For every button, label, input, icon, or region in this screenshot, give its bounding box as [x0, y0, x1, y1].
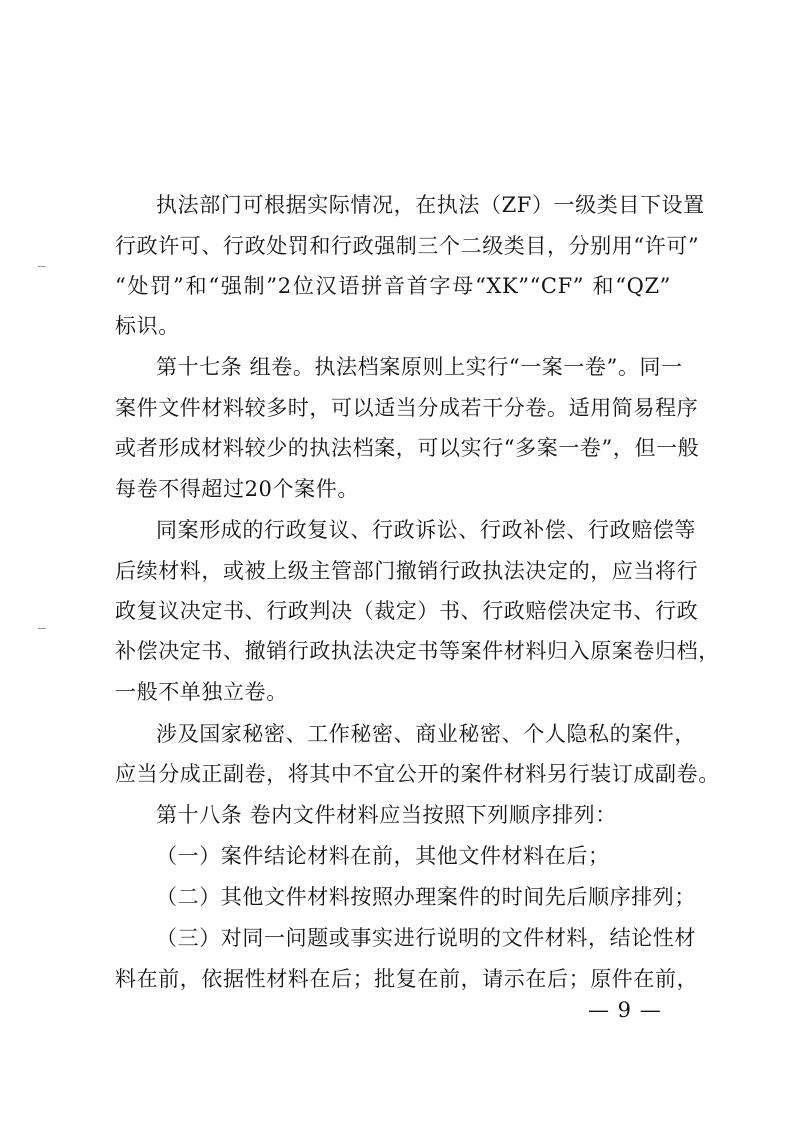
paragraph-8-line-2: 料在前，依据性材料在后；批复在前，请示在后；原件在前，: [115, 967, 699, 991]
paragraph-5-line-1: 第十八条 卷内文件材料应当按照下列顺序排列：: [156, 803, 617, 827]
paragraph-2-line-2: 案件文件材料较多时，可以适当分成若干分卷。适用简易程序: [115, 396, 699, 420]
paragraph-3-line-3: 政复议决定书、行政判决（裁定）书、行政赔偿决定书、行政: [115, 599, 699, 623]
paragraph-2-line-3: 或者形成材料较少的执法档案，可以实行“多案一卷”，但一般: [115, 436, 700, 460]
paragraph-4-line-2: 应当分成正副卷，将其中不宜公开的案件材料另行装订成副卷。: [115, 762, 720, 786]
paragraph-7-line-1: （二）其他文件材料按照办理案件的时间先后顺序排列；: [156, 885, 696, 909]
paragraph-4-line-1: 涉及国家秘密、工作秘密、商业秘密、个人隐私的案件，: [156, 722, 696, 746]
page-number: — 9 —: [588, 998, 662, 1022]
paragraph-1-line-2: 行政许可、行政处罚和行政强制三个二级类目，分别用“许可”: [115, 234, 700, 258]
paragraph-1-line-4: 标识。: [115, 314, 180, 338]
paragraph-2-line-1: 第十七条 组卷。执法档案原则上实行“一案一卷”。同一: [156, 355, 683, 379]
paragraph-3-line-4: 补偿决定书、撤销行政执法决定书等案件材料归入原案卷归档，: [115, 639, 720, 663]
paragraph-3-line-2: 后续材料，或被上级主管部门撤销行政执法决定的，应当将行: [115, 559, 699, 583]
paragraph-1-line-3: “处罚”和“强制”2位汉语拼音首字母“XK”“CF” 和“QZ”: [115, 274, 671, 298]
paragraph-1-line-1: 执法部门可根据实际情况，在执法（ZF）一级类目下设置: [156, 193, 705, 217]
scan-edge-mark: [38, 628, 46, 629]
paragraph-6-line-1: （一）案件结论材料在前，其他文件材料在后；: [156, 844, 610, 868]
paragraph-8-line-1: （三）对同一问题或事实进行说明的文件材料，结论性材: [156, 926, 696, 950]
paragraph-3-line-1: 同案形成的行政复议、行政诉讼、行政补偿、行政赔偿等: [156, 518, 696, 542]
paragraph-2-line-4: 每卷不得超过20个案件。: [115, 477, 359, 501]
scan-edge-mark: [38, 266, 46, 267]
paragraph-3-line-5: 一般不单独立卷。: [115, 680, 288, 704]
